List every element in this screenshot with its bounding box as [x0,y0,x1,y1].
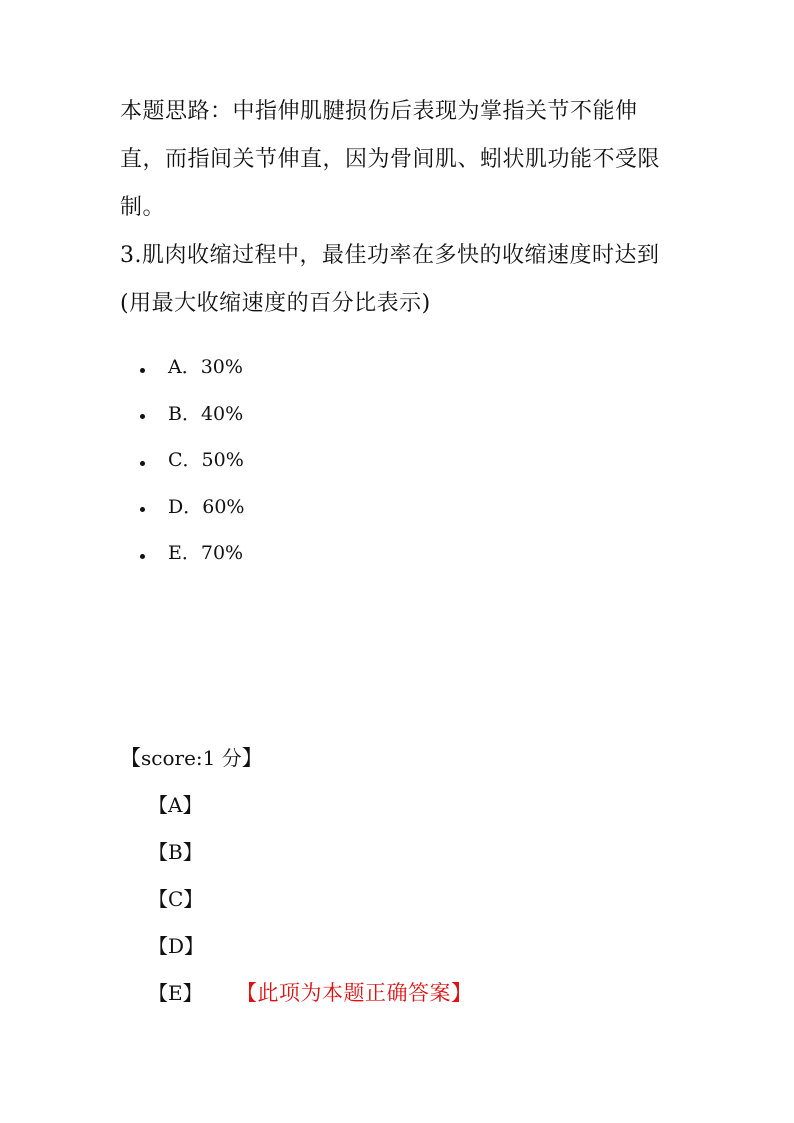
option-b [140,391,244,438]
option-label: A．30% [168,356,243,378]
answer-key-label: 【E】 [148,981,203,1005]
option-label: B．40% [168,402,244,425]
answer-key-label: 【A】 [148,793,203,817]
score-open-bracket: 【 [120,746,141,770]
question-text: 3.肌肉收缩过程中，最佳功率在多快的收缩速度时达到(用最大收缩速度的百分比表示) [120,243,660,316]
bullet-icon [140,368,145,373]
option-label: C．50% [168,449,244,471]
answer-b [148,829,473,876]
bullet-icon [140,507,145,512]
option-label: E．70% [168,542,244,564]
bullet-icon [140,461,145,466]
score-label [120,740,263,776]
bullet-icon [140,414,145,419]
answer-a [148,782,473,829]
correct-answer-note: 【此项为本题正确答案】 [236,981,473,1005]
score-text: score:1 分 [141,746,242,770]
bullet-icon [140,554,145,559]
answer-c [148,876,473,923]
option-d [140,484,244,531]
answer-key-label: 【C】 [148,887,204,911]
answer-key-label: 【D】 [148,934,205,958]
options-list [140,344,244,577]
answer-d [148,923,473,970]
answer-e [148,970,473,1017]
answer-key-list [148,782,473,1017]
score-close-bracket: 】 [241,746,263,770]
option-e [140,530,244,577]
option-label: D．60% [168,495,245,518]
option-c [140,437,244,484]
option-a [140,344,244,391]
explanation-paragraph: 本题思路：中指伸肌腱损伤后表现为掌指关节不能伸直，而指间关节伸直，因为骨间肌、蚓状肌功能不受限制。 [120,99,661,220]
answer-key-label: 【B】 [148,840,203,864]
